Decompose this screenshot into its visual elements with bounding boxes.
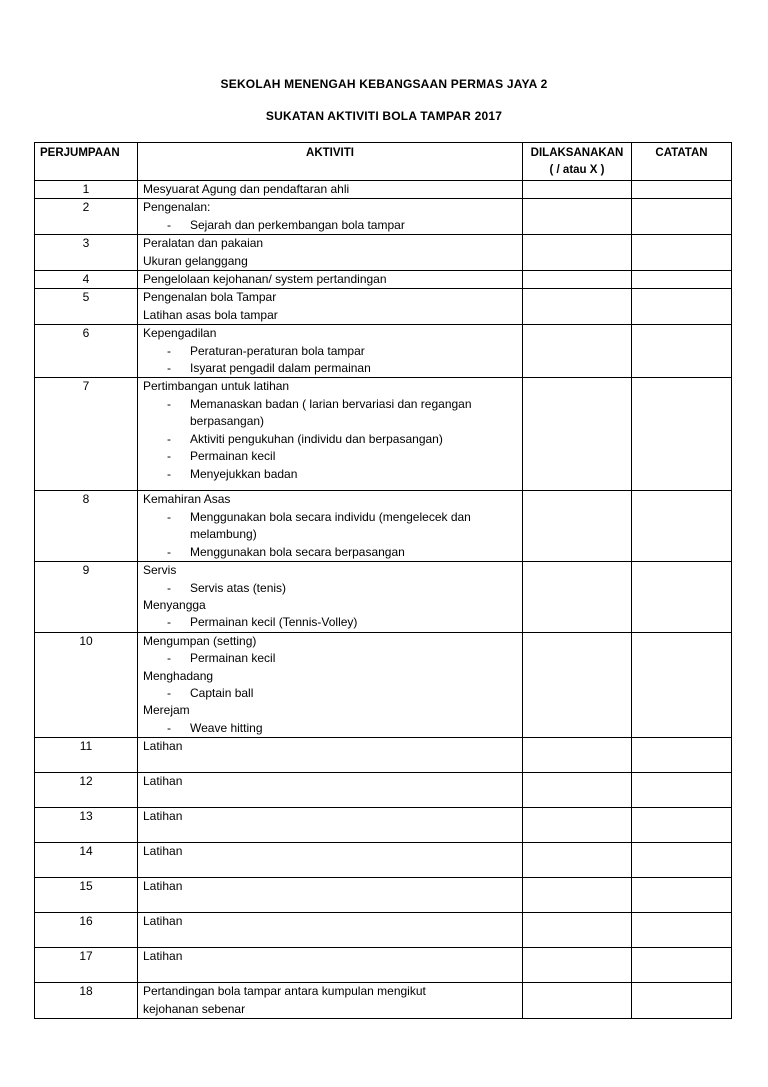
catatan-cell[interactable] bbox=[632, 983, 732, 1019]
perjumpaan-number: 16 bbox=[35, 913, 138, 948]
aktiviti-cell bbox=[138, 491, 523, 562]
aktiviti-cell bbox=[138, 773, 523, 808]
aktiviti-cell bbox=[138, 808, 523, 843]
dilaksanakan-cell[interactable] bbox=[523, 773, 632, 808]
aktiviti-subitem bbox=[143, 685, 517, 702]
aktiviti-cell bbox=[138, 235, 523, 271]
aktiviti-subitem-continuation: melambung) bbox=[190, 527, 257, 542]
perjumpaan-number: 10 bbox=[35, 632, 138, 737]
aktiviti-line: Ukuran gelanggang bbox=[143, 253, 248, 268]
aktiviti-cell bbox=[138, 738, 523, 773]
perjumpaan-number: 6 bbox=[35, 325, 138, 378]
aktiviti-cell bbox=[138, 632, 523, 737]
bullet-dash: - bbox=[167, 651, 171, 666]
dilaksanakan-cell[interactable] bbox=[523, 491, 632, 562]
aktiviti-subitem bbox=[143, 448, 517, 465]
bullet-dash: - bbox=[167, 449, 171, 464]
table-row bbox=[35, 235, 732, 271]
aktiviti-line: Latihan bbox=[143, 739, 183, 754]
col-header-catatan: CATATAN bbox=[632, 143, 732, 181]
catatan-cell[interactable] bbox=[632, 948, 732, 983]
aktiviti-subitem-text: Weave hitting bbox=[190, 720, 263, 735]
catatan-cell[interactable] bbox=[632, 180, 732, 198]
bullet-dash: - bbox=[167, 217, 171, 232]
aktiviti-subitem bbox=[143, 466, 517, 483]
catatan-cell[interactable] bbox=[632, 378, 732, 491]
aktiviti-cell bbox=[138, 843, 523, 878]
bullet-dash: - bbox=[167, 720, 171, 735]
aktiviti-line: Pengenalan: bbox=[143, 200, 211, 215]
catatan-cell[interactable] bbox=[632, 235, 732, 271]
aktiviti-cell bbox=[138, 289, 523, 325]
aktiviti-subitem bbox=[143, 431, 517, 448]
syllabus-table bbox=[34, 142, 732, 1019]
perjumpaan-number: 4 bbox=[35, 271, 138, 289]
dilaksanakan-cell[interactable] bbox=[523, 878, 632, 913]
table-row bbox=[35, 199, 732, 235]
aktiviti-cell bbox=[138, 180, 523, 198]
dilaksanakan-cell[interactable] bbox=[523, 738, 632, 773]
dilaksanakan-cell[interactable] bbox=[523, 913, 632, 948]
catatan-cell[interactable] bbox=[632, 271, 732, 289]
aktiviti-subitem bbox=[143, 544, 517, 561]
aktiviti-subitem-text: Isyarat pengadil dalam permainan bbox=[190, 361, 371, 376]
aktiviti-line: Pertandingan bola tampar antara kumpulan mengikut bbox=[143, 984, 426, 999]
aktiviti-subitem-text: Menggunakan bola secara individu (mengelecek dan bbox=[190, 509, 471, 524]
dilaksanakan-cell[interactable] bbox=[523, 325, 632, 378]
table-row bbox=[35, 913, 732, 948]
dilaksanakan-cell[interactable] bbox=[523, 289, 632, 325]
perjumpaan-number: 8 bbox=[35, 491, 138, 562]
aktiviti-subitem-text: Menggunakan bola secara berpasangan bbox=[190, 544, 405, 559]
catatan-cell[interactable] bbox=[632, 632, 732, 737]
perjumpaan-number: 3 bbox=[35, 235, 138, 271]
catatan-cell[interactable] bbox=[632, 913, 732, 948]
table-row bbox=[35, 773, 732, 808]
syllabus-title: SUKATAN AKTIVITI BOLA TAMPAR 2017 bbox=[265, 109, 503, 123]
aktiviti-subitem-text: Permainan kecil bbox=[190, 651, 276, 666]
perjumpaan-number: 15 bbox=[35, 878, 138, 913]
table-row bbox=[35, 378, 732, 491]
aktiviti-subitem bbox=[143, 343, 517, 360]
table-row bbox=[35, 843, 732, 878]
bullet-dash: - bbox=[167, 685, 171, 700]
aktiviti-subitem-text: Permainan kecil bbox=[190, 449, 276, 464]
perjumpaan-number: 12 bbox=[35, 773, 138, 808]
catatan-cell[interactable] bbox=[632, 773, 732, 808]
col-header-aktiviti: AKTIVITI bbox=[138, 143, 523, 181]
aktiviti-line: Latihan bbox=[143, 774, 183, 789]
aktiviti-line: Menghadang bbox=[143, 668, 214, 683]
dilaksanakan-cell[interactable] bbox=[523, 948, 632, 983]
bullet-dash: - bbox=[167, 396, 171, 411]
col-header-perjumpaan: PERJUMPAAN bbox=[35, 143, 138, 181]
aktiviti-line: Kepengadilan bbox=[143, 326, 217, 341]
dilaksanakan-cell[interactable] bbox=[523, 378, 632, 491]
perjumpaan-number: 14 bbox=[35, 843, 138, 878]
catatan-cell[interactable] bbox=[632, 808, 732, 843]
perjumpaan-number: 5 bbox=[35, 289, 138, 325]
aktiviti-cell bbox=[138, 271, 523, 289]
table-body bbox=[35, 180, 732, 1018]
table-header-row bbox=[35, 143, 732, 181]
aktiviti-line: kejohanan sebenar bbox=[143, 1001, 246, 1016]
catatan-cell[interactable] bbox=[632, 562, 732, 633]
aktiviti-subitem-text: Peraturan-peraturan bola tampar bbox=[190, 343, 365, 358]
table-row bbox=[35, 289, 732, 325]
dilaksanakan-label: DILAKSANAKAN bbox=[530, 147, 624, 159]
perjumpaan-number: 11 bbox=[35, 738, 138, 773]
table-row bbox=[35, 808, 732, 843]
bullet-dash: - bbox=[167, 361, 171, 376]
perjumpaan-number: 1 bbox=[35, 180, 138, 198]
catatan-cell[interactable] bbox=[632, 843, 732, 878]
aktiviti-subitem bbox=[143, 217, 517, 234]
aktiviti-line: Latihan bbox=[143, 879, 183, 894]
bullet-dash: - bbox=[167, 466, 171, 481]
aktiviti-line: Mengumpan (setting) bbox=[143, 633, 257, 648]
dilaksanakan-cell[interactable] bbox=[523, 180, 632, 198]
aktiviti-line: Latihan bbox=[143, 914, 183, 929]
aktiviti-line: Latihan bbox=[143, 949, 183, 964]
dilaksanakan-cell[interactable] bbox=[523, 271, 632, 289]
perjumpaan-number: 9 bbox=[35, 562, 138, 633]
table-row bbox=[35, 948, 732, 983]
aktiviti-line: Latihan asas bola tampar bbox=[143, 307, 278, 322]
bullet-dash: - bbox=[167, 343, 171, 358]
aktiviti-subitem-text: Permainan kecil (Tennis-Volley) bbox=[190, 615, 358, 630]
catatan-cell[interactable] bbox=[632, 878, 732, 913]
table-row bbox=[35, 180, 732, 198]
bullet-dash: - bbox=[167, 615, 171, 630]
aktiviti-subitem-text: Servis atas (tenis) bbox=[190, 580, 287, 595]
aktiviti-subitem-text: Menyejukkan badan bbox=[190, 466, 298, 481]
dilaksanakan-cell[interactable] bbox=[523, 235, 632, 271]
table-row bbox=[35, 878, 732, 913]
aktiviti-cell bbox=[138, 325, 523, 378]
table-row bbox=[35, 738, 732, 773]
aktiviti-line: Kemahiran Asas bbox=[143, 492, 231, 507]
bullet-dash: - bbox=[167, 544, 171, 559]
aktiviti-line: Latihan bbox=[143, 809, 183, 824]
aktiviti-cell bbox=[138, 913, 523, 948]
school-title: SEKOLAH MENENGAH KEBANGSAAN PERMAS JAYA 2 bbox=[220, 77, 548, 91]
aktiviti-cell bbox=[138, 378, 523, 491]
dilaksanakan-cell[interactable] bbox=[523, 808, 632, 843]
col-header-dilaksanakan bbox=[523, 143, 632, 181]
aktiviti-subitem-text: Sejarah dan perkembangan bola tampar bbox=[190, 217, 405, 232]
dilaksanakan-note: ( / atau X ) bbox=[549, 164, 605, 177]
aktiviti-cell bbox=[138, 983, 523, 1019]
bullet-dash: - bbox=[167, 509, 171, 524]
table-row bbox=[35, 325, 732, 378]
aktiviti-cell bbox=[138, 199, 523, 235]
catatan-cell[interactable] bbox=[632, 491, 732, 562]
aktiviti-cell bbox=[138, 562, 523, 633]
aktiviti-subitem bbox=[143, 720, 517, 737]
aktiviti-line: Latihan bbox=[143, 844, 183, 859]
table-row bbox=[35, 271, 732, 289]
aktiviti-line: Pertimbangan untuk latihan bbox=[143, 379, 290, 394]
aktiviti-line: Peralatan dan pakaian bbox=[143, 236, 264, 251]
dilaksanakan-cell[interactable] bbox=[523, 983, 632, 1019]
perjumpaan-number: 13 bbox=[35, 808, 138, 843]
bullet-dash: - bbox=[167, 431, 171, 446]
dilaksanakan-cell[interactable] bbox=[523, 199, 632, 235]
aktiviti-line: Pengenalan bola Tampar bbox=[143, 290, 277, 305]
bullet-dash: - bbox=[167, 580, 171, 595]
aktiviti-subitem-text: Captain ball bbox=[190, 685, 254, 700]
aktiviti-line: Servis bbox=[143, 563, 177, 578]
aktiviti-subitem-continuation: berpasangan) bbox=[190, 414, 265, 429]
catatan-cell[interactable] bbox=[632, 738, 732, 773]
aktiviti-subitem-text: Aktiviti pengukuhan (individu dan berpasangan) bbox=[190, 431, 443, 446]
perjumpaan-number: 7 bbox=[35, 378, 138, 491]
table-row bbox=[35, 632, 732, 737]
perjumpaan-number: 17 bbox=[35, 948, 138, 983]
aktiviti-line: Merejam bbox=[143, 703, 190, 718]
table-row bbox=[35, 491, 732, 562]
aktiviti-subitem bbox=[143, 650, 517, 667]
aktiviti-cell bbox=[138, 878, 523, 913]
aktiviti-subitem bbox=[143, 360, 517, 377]
aktiviti-subitem bbox=[143, 614, 517, 631]
aktiviti-subitem bbox=[143, 580, 517, 597]
aktiviti-line: Menyangga bbox=[143, 597, 206, 612]
perjumpaan-number: 2 bbox=[35, 199, 138, 235]
catatan-cell[interactable] bbox=[632, 325, 732, 378]
aktiviti-line: Pengelolaan kejohanan/ system pertandingan bbox=[143, 272, 387, 287]
catatan-cell[interactable] bbox=[632, 199, 732, 235]
dilaksanakan-cell[interactable] bbox=[523, 562, 632, 633]
aktiviti-line: Mesyuarat Agung dan pendaftaran ahli bbox=[143, 181, 350, 196]
table-row bbox=[35, 983, 732, 1019]
perjumpaan-number: 18 bbox=[35, 983, 138, 1019]
table-row bbox=[35, 562, 732, 633]
dilaksanakan-cell[interactable] bbox=[523, 843, 632, 878]
aktiviti-subitem bbox=[143, 509, 517, 526]
aktiviti-subitem bbox=[143, 396, 517, 413]
aktiviti-subitem-text: Memanaskan badan ( larian bervariasi dan regangan bbox=[190, 396, 472, 411]
dilaksanakan-cell[interactable] bbox=[523, 632, 632, 737]
catatan-cell[interactable] bbox=[632, 289, 732, 325]
aktiviti-cell bbox=[138, 948, 523, 983]
